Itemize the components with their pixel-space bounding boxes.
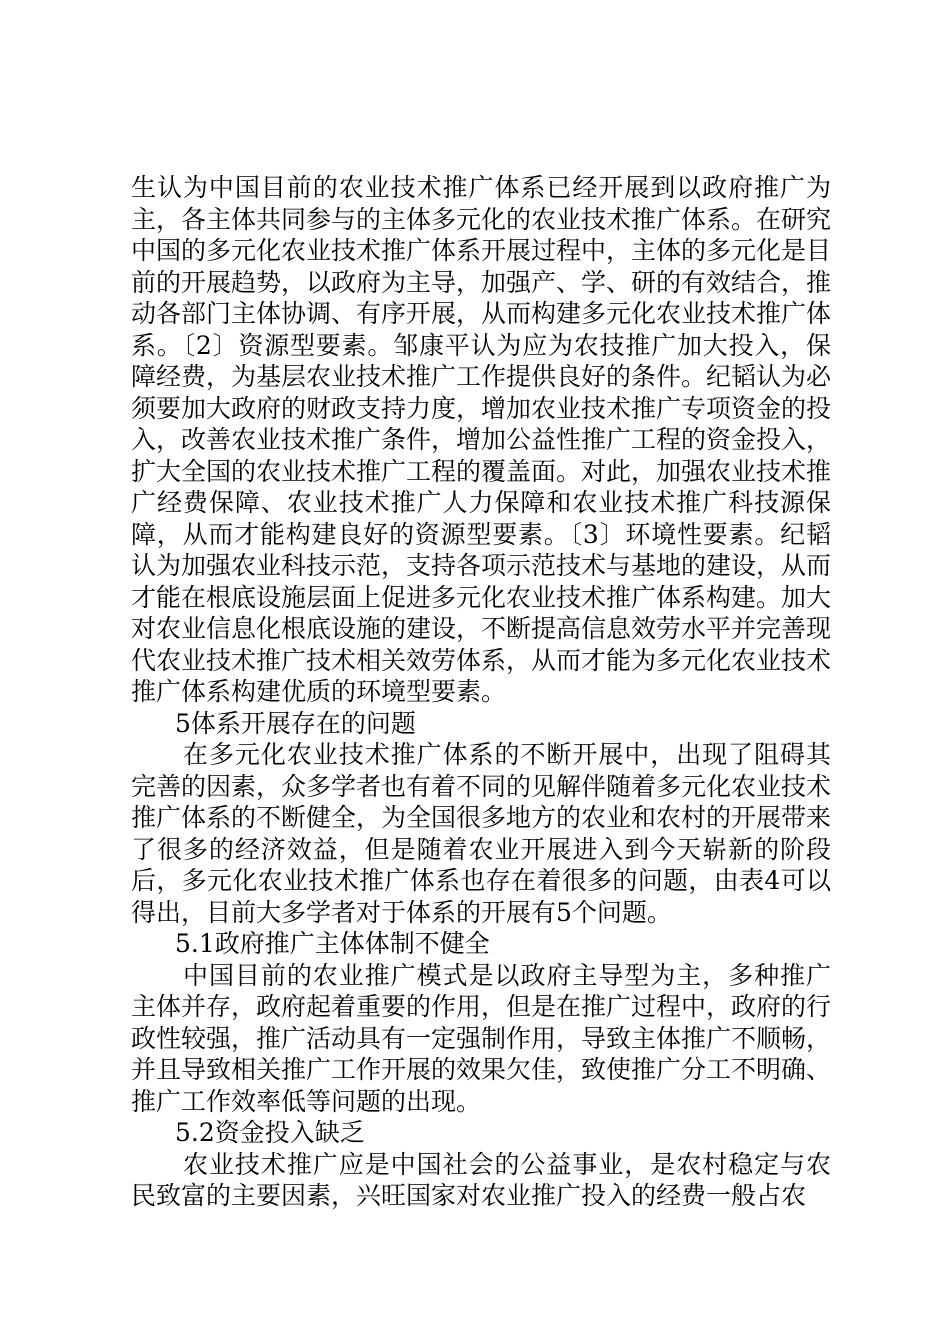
paragraph-section-5-2: 农业技术推广应是中国社会的公益事业，是农村稳定与农民致富的主要因素，兴旺国家对农业推广投入的经费一般占农 — [131, 1149, 831, 1210]
paragraph-continued: 生认为中国目前的农业技术推广体系已经开展到以政府推广为主，各主体共同参与的主体多元化的农业技术推广体系。在研究中国的多元化农业技术推广体系开展过程中，主体的多元化是目前的开展趋势，以政府为主导，加强产、学、研的有效结合，推动各部门主体协调、有序开展，从而构建多元化农业技术推广体系。〔2〕资源型要素。邹康平认为应为农技推广加大投入，保障经费，为基层农业技术推广工作提供良好的条件。纪韬认为必须要加大政府的财政支持力度，增加农业技术推广专项资金的投入，改善农业技术推广条件，增加公益性推广工程的资金投入，扩大全国的农业技术推广工程的覆盖面。对此，加强农业技术推广经费保障、农业技术推广人力保障和农业技术推广科技源保障，从而才能构建良好的资源型要素。〔3〕环境性要素。纪韬认为加强农业科技示范，支持各项示范技术与基地的建设，从而才能在根底设施层面上促进多元化农业技术推广体系构建。加大对农业信息化根底设施的建设，不断提高信息效劳水平并完善现代农业技术推广技术相关效劳体系，从而才能为多元化农业技术推广体系构建优质的环境型要素。 — [131, 173, 832, 706]
section-heading-5: 5体系开展存在的问题 — [175, 708, 416, 738]
section-heading-5-2: 5.2资金投入缺乏 — [175, 1118, 365, 1147]
paragraph-section-5-1: 中国目前的农业推广模式是以政府主导型为主，多种推广主体并存，政府起着重要的作用，但是在推广过程中，政府的行政性较强，推广活动具有一定强制作用，导致主体推广不顺畅，并且导致相关推广工作开展的效果欠佳，致使推广分工不明确、推广工作效率低等问题的出现。 — [131, 960, 832, 1116]
paragraph-section-5: 在多元化农业技术推广体系的不断开展中，出现了阻碍其完善的因素，众多学者也有着不同的见解伴随着多元化农业技术推广体系的不断健全，为全国很多地方的农业和农村的开展带来了很多的经济效益，但是随着农业开展进入到今天崭新的阶段后，多元化农业技术推广体系也存在着很多的问题，由表4可以得出，目前大多学者对于体系的开展有5个问题。 — [131, 740, 832, 927]
document-body — [131, 172, 831, 1212]
section-heading-5-1: 5.1政府推广主体体制不健全 — [175, 929, 490, 958]
